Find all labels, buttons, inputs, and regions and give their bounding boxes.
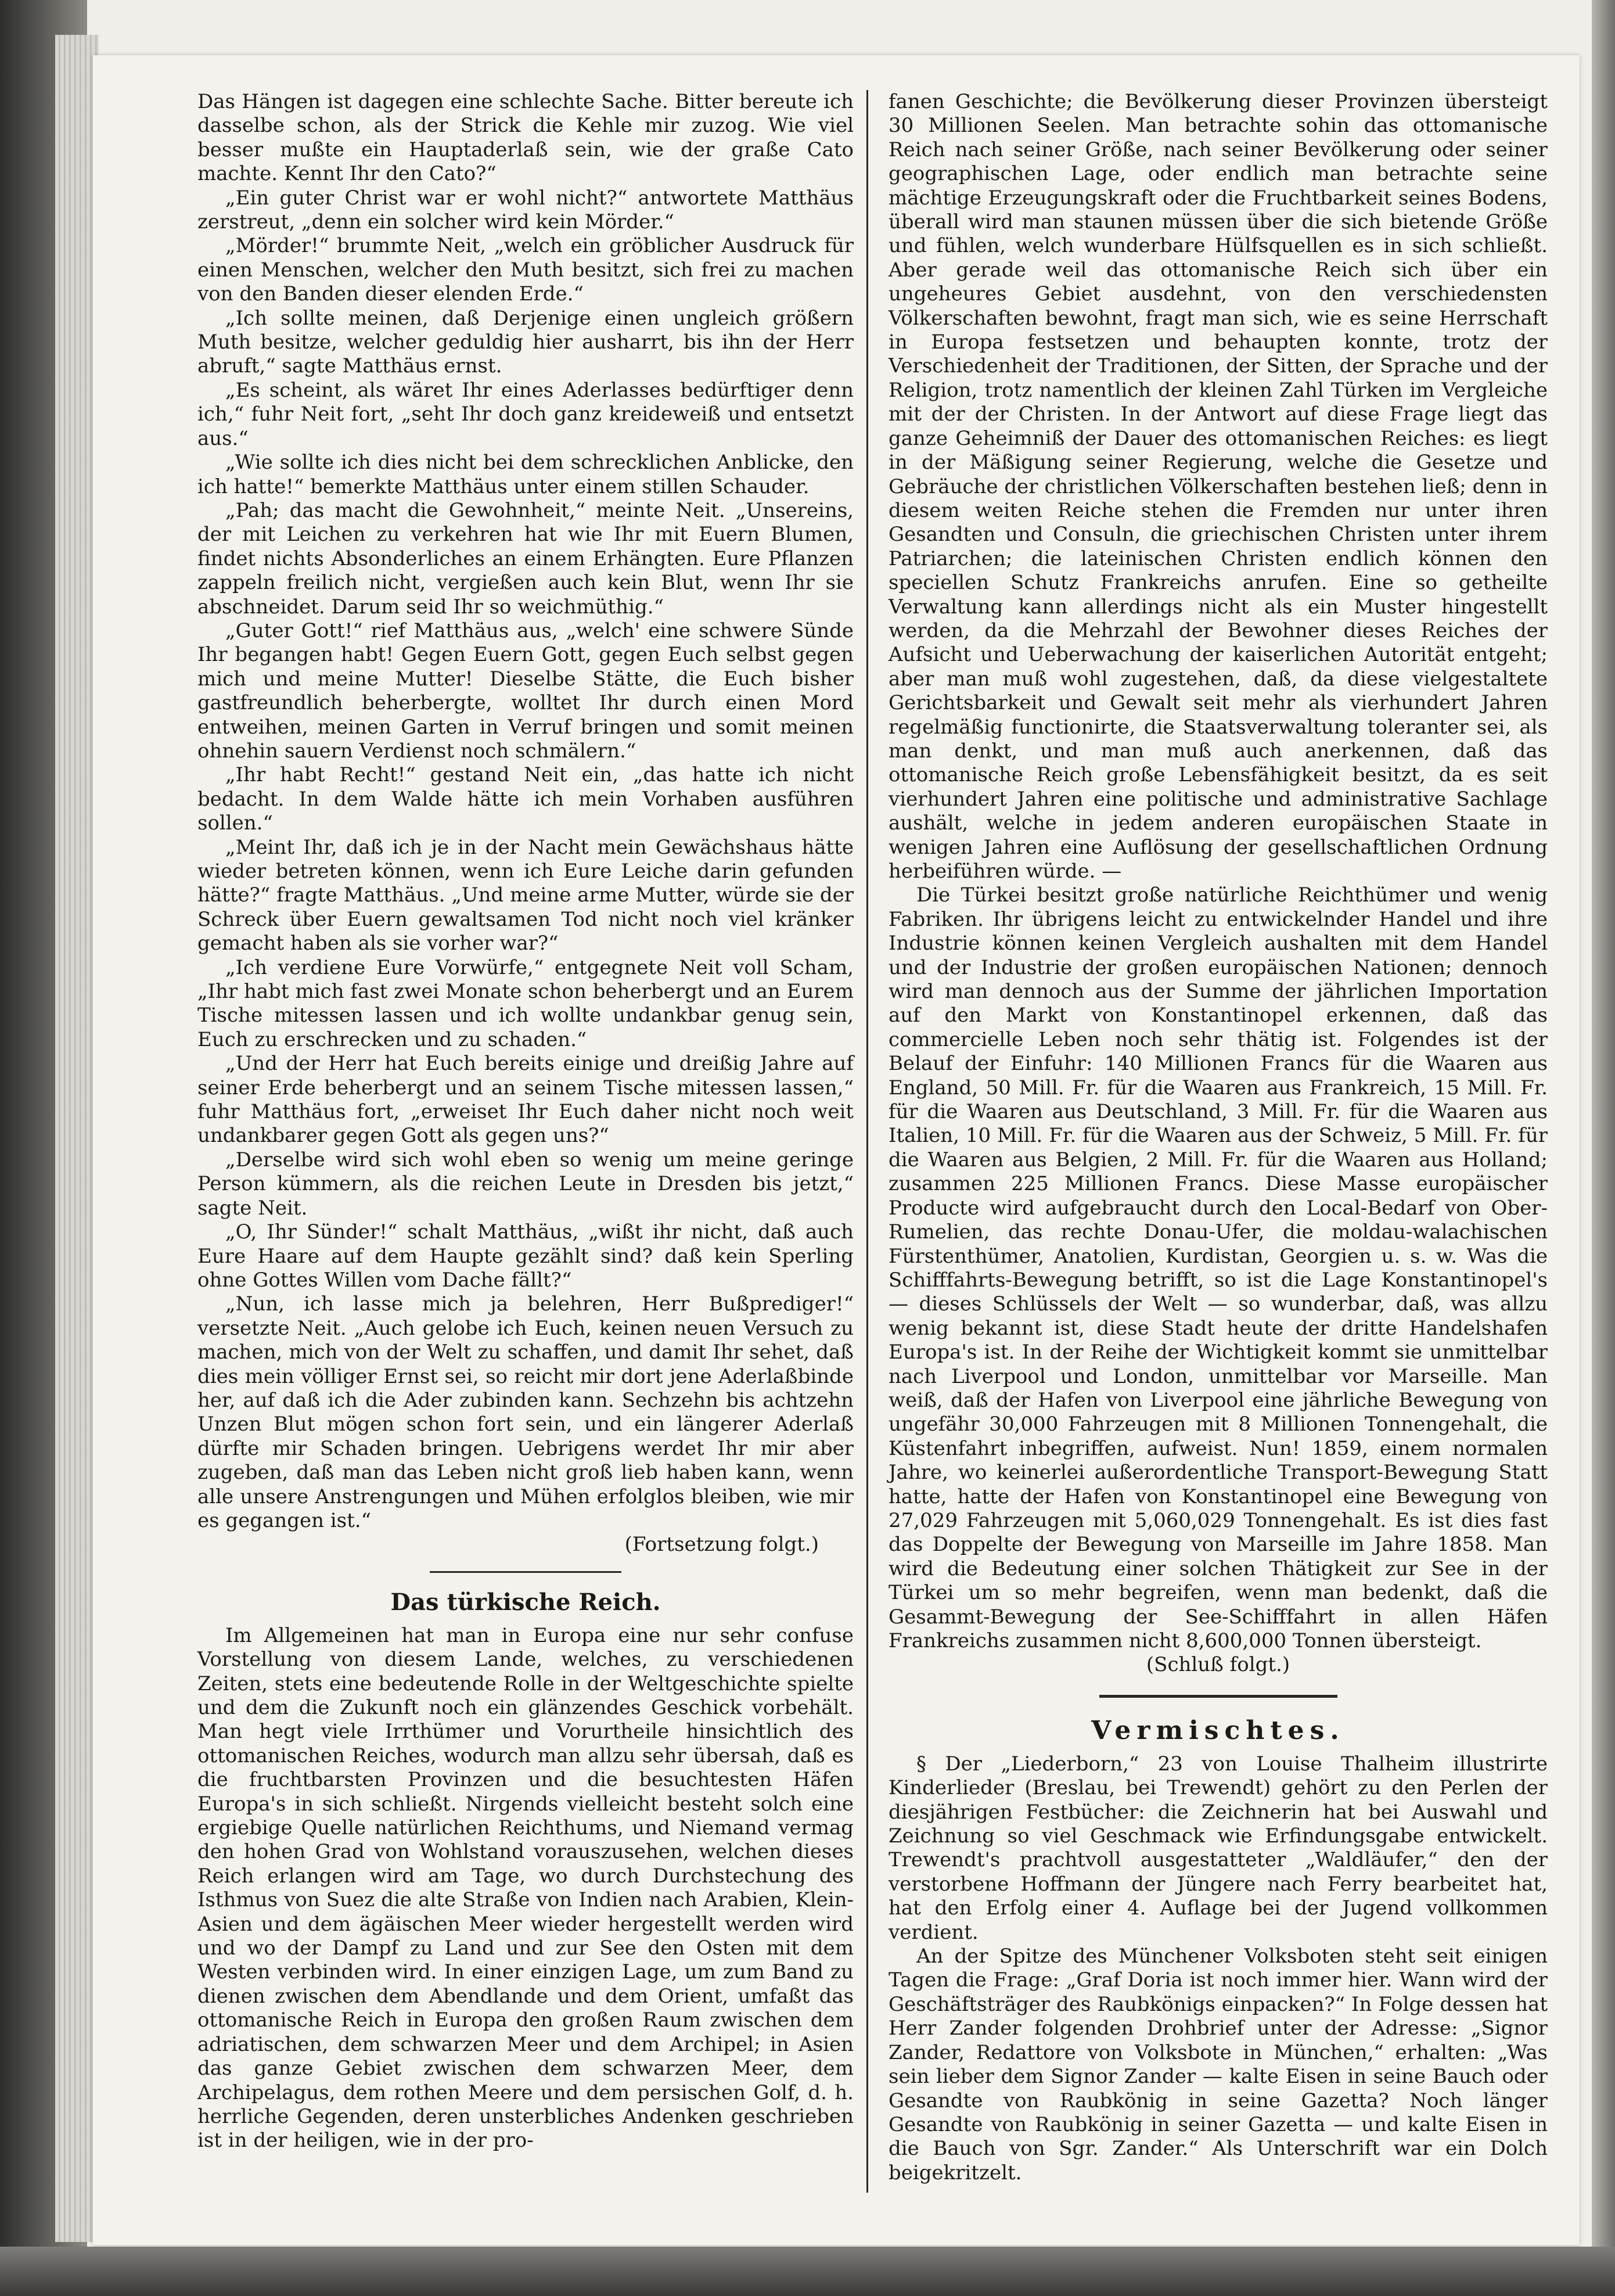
story-paragraph: „Ihr habt Recht!“ gestand Neit ein, „das hatte ich nicht bedacht. In dem Walde hätte ich mein Vorhaben ausführen sollen.“ [197, 763, 854, 835]
story-paragraph: „Derselbe wird sich wohl eben so wenig um meine geringe Person kümmern, als die reichen Leute in Dresden bis jetzt,“ sagte Neit. [197, 1148, 854, 1220]
story-paragraph: „Wie sollte ich dies nicht bei dem schrecklichen Anblicke, den ich hatte!“ bemerkte Matthäus unter einem stillen Schauder. [197, 451, 854, 498]
newspaper-page [93, 55, 1580, 2245]
right-column [889, 90, 1548, 2185]
story-paragraph: Das Hängen ist dagegen eine schlechte Sache. Bitter bereute ich dasselbe schon, als der Strick die Kehle mir zuzog. Wie viel besser mußte ein Hauptaderlaß sein, wie der graße Cato machte. Kennt Ihr den Cato?“ [197, 90, 854, 186]
story-paragraph: „O, Ihr Sünder!“ schalt Matthäus, „wißt ihr nicht, daß auch Eure Haare auf dem Haupte gezählt sind? daß kein Sperling ohne Gottes Willen vom Dache fällt?“ [197, 1220, 854, 1292]
column-rule [866, 90, 868, 2193]
continuation-note: (Fortsetzung folgt.) [624, 1533, 819, 1557]
story-paragraph: „Ein guter Christ war er wohl nicht?“ antwortete Matthäus zerstreut, „denn ein solcher wird kein Mörder.“ [197, 186, 854, 234]
scanner-background-right [1592, 0, 1615, 2296]
left-column [197, 90, 854, 2153]
story-paragraph: „Meint Ihr, daß ich je in der Nacht mein Gewächshaus hätte wieder betreten können, wenn ich Eure Leiche darin gefunden hätte?“ fragte Matthäus. „Und meine arme Mutter, würde sie der Schreck über Euern gewaltsamen Tod nicht noch viel kränker gemacht haben als sie vorher war?“ [197, 835, 854, 955]
section-divider [1099, 1695, 1337, 1698]
book-page-edges [55, 35, 99, 2242]
story-paragraph: „Mörder!“ brummte Neit, „welch ein gröblicher Ausdruck für einen Menschen, welcher den Muth besitzt, sich frei zu machen von den Banden dieser elenden Erde.“ [197, 234, 854, 306]
misc-paragraph: § Der „Liederborn,“ 23 von Louise Thalheim illustrirte Kinderlieder (Breslau, bei Trewendt) gehört zu den Perlen der diesjährigen Festbücher: die Zeichnerin hat bei Auswahl und Zeichnung so viel Geschmack wie Erfindungsgabe entwickelt. Trewendt's prachtvoll ausgestatteter „Waldläufer,“ den der verstorbene Hoffmann der Jüngere nach Ferry bearbeitet hat, hat den Erfolg einer 4. Auflage bei der Jugend vollkommen verdient. [889, 1752, 1548, 1944]
story-paragraph: „Ich sollte meinen, daß Derjenige einen ungleich größern Muth besitze, welcher geduldig hier ausharrt, bis ihn der Herr abruft,“ sagte Matthäus ernst. [197, 306, 854, 378]
article-title: Das türkische Reich. [390, 1588, 661, 1616]
story-paragraph: „Pah; das macht die Gewohnheit,“ meinte Neit. „Unsereins, der mit Leichen zu verkehren hat wie Ihr mit Euern Blumen, findet nichts Absonderliches an einem Erhängten. Eure Pflanzen zappeln freilich nicht, vergießen auch kein Blut, wenn Ihr sie abschneidet. Darum seid Ihr so weichmüthig.“ [197, 498, 854, 619]
article-paragraph: Im Allgemeinen hat man in Europa eine nur sehr confuse Vorstellung von diesem Lande, welches, zu verschiedenen Zeiten, stets eine bedeutende Rolle in der Weltgeschichte spielte und dem die Zukunft noch ein glänzendes Geschick vorbehält. Man hegt viele Irrthümer und Vorurtheile hinsichtlich des ottomanischen Reiches, wodurch man allzu sehr übersah, daß es die fruchtbarsten Provinzen und die besuchtesten Häfen Europa's in sich schließt. Nirgends vielleicht besteht solch eine ergiebige Quelle natürlichen Reichthums, und Niemand vermag den hohen Grad von Wohlstand vorauszusehen, welchen dieses Reich erlangen wird am Tage, wo durch Durchstechung des Isthmus von Suez die alte Straße von Indien nach Arabien, Klein-Asien und dem ägäischen Meer wieder hergestellt werden wird und wo der Dampf zu Land und zur See den Osten mit dem Westen verbinden wird. In einer einzigen Lage, um zum Band zu dienen zwischen dem Abendlande und dem Orient, umfaßt das ottomanische Reich in Europa den großen Raum zwischen dem adriatischen, dem schwarzen Meer und dem Archipel; in Asien das ganze Gebiet zwischen dem schwarzen Meer, dem Archipelagus, dem rothen Meere und dem persischen Golf, d. h. herrliche Gegenden, deren unsterbliches Andenken geschrieben ist in der heiligen, wie in der pro- [197, 1623, 854, 2153]
article-paragraph: fanen Geschichte; die Bevölkerung dieser Provinzen übersteigt 30 Millionen Seelen. Man betrachte sohin das ottomanische Reich nach seiner Größe, nach seiner Bevölkerung oder seiner geographischen Lage, oder endlich man betrachte seine mächtige Erzeugungskraft oder die Fruchtbarkeit seines Bodens, überall wird man staunen müssen über die sich bietende Größe und fühlen, welch wunderbare Hülfsquellen es in sich schließt. Aber gerade weil das ottomanische Reich sich über ein ungeheures Gebiet ausdehnt, von den verschiedensten Völkerschaften bewohnt, fragt man sich, wie es seine Herrschaft in Europa festsetzen und behaupten konnte, trotz der Verschiedenheit der Traditionen, der Sitten, der Sprache und der Religion, trotz namentlich der kleinen Zahl Türken im Vergleiche mit der der Christen. In der Antwort auf diese Frage liegt das ganze Geheimniß der Dauer des ottomanischen Reiches: es liegt in der Mäßigung seiner Regierung, welche die Gesetze und Gebräuche der christlichen Völkerschaften bestehen ließ; denn in diesem weiten Reiche stehen die Fremden nur unter ihren Gesandten und Consuln, die griechischen Christen unter ihrem Patriarchen; die lateinischen Christen endlich können den speciellen Schutz Frankreichs anrufen. Eine so getheilte Verwaltung kann allerdings nicht als ein Muster hingestellt werden, da die Mehrzahl der Bewohner dieses Reiches der Aufsicht und Ueberwachung der kaiserlichen Autorität entgeht; aber man muß wohl zugestehen, daß, da diese vielgestaltete Gerichtsbarkeit und Gewalt seit mehr als vierhundert Jahren regelmäßig functionirte, die Staatsverwaltung toleranter sei, als man denkt, und man muß auch anerkennen, daß das ottomanische Reich große Lebensfähigkeit besitzt, da es seit vierhundert Jahren eine politische und administrative Sachlage aushält, welche in jedem anderen europäischen Staate in wenigen Jahren eine Auflösung der gesellschaftlichen Ordnung herbeiführen würde. — [889, 90, 1548, 883]
story-paragraph: „Ich verdiene Eure Vorwürfe,“ entgegnete Neit voll Scham, „Ihr habt mich fast zwei Monate schon beherbergt und an Eurem Tische mitessen lassen und ich wollte undankbar genug sein, Euch zu erschrecken und zu schaden.“ [197, 955, 854, 1051]
story-paragraph: „Nun, ich lasse mich ja belehren, Herr Bußprediger!“ versetzte Neit. „Auch gelobe ich Euch, keinen neuen Versuch zu machen, mich von der Welt zu schaffen, und damit Ihr sehet, daß dies mein völliger Ernst sei, so reicht mir dort jene Aderlaßbinde her, auf daß ich die Ader zubinden kann. Sechzehn bis achtzehn Unzen Blut mögen schon fort sein, und ein längerer Aderlaß dürfte mir Schaden bringen. Uebrigens werdet Ihr mir aber zugeben, daß man das Leben nicht groß lieb haben kann, wenn alle unsere Anstrengungen und Mühen erfolglos bleiben, wie mir es gegangen ist.“ [197, 1292, 854, 1532]
scanner-background-bottom [0, 2247, 1615, 2296]
article-paragraph: Die Türkei besitzt große natürliche Reichthümer und wenig Fabriken. Ihr übrigens leicht zu entwickelnder Handel und ihre Industrie können keinen Vergleich aushalten mit dem Handel und der Industrie der großen europäischen Nationen; dennoch wird man dennoch aus der Summe der jährlichen Importation auf den Markt von Konstantinopel erkennen, daß das commercielle Leben noch sehr thätig ist. Folgendes ist der Belauf der Einfuhr: 140 Millionen Francs für die Waaren aus England, 50 Mill. Fr. für die Waaren aus Frankreich, 15 Mill. Fr. für die Waaren aus Deutschland, 3 Mill. Fr. für die Waaren aus Italien, 10 Mill. Fr. für die Waaren aus der Schweiz, 5 Mill. Fr. für die Waaren aus Belgien, 2 Mill. Fr. für die Waaren aus Holland; zusammen 225 Millionen Francs. Diese Masse europäischer Producte wird aufgebraucht durch den Local-Bedarf von Ober-Rumelien, das rechte Donau-Ufer, die moldau-walachischen Fürstenthümer, Anatolien, Kurdistan, Georgien u. s. w. Was die Schifffahrts-Bewegung betrifft, so ist die Lage Konstantinopel's — dieses Schlüssels der Welt — so wunderbar, daß, was allzu wenig bekannt ist, diese Stadt heute der dritte Handelshafen Europa's ist. In der Reihe der Wichtigkeit kommt sie unmittelbar nach Liverpool und London, unmittelbar vor Marseille. Man weiß, daß der Hafen von Liverpool eine jährliche Bewegung von ungefähr 30,000 Fahrzeugen mit 8 Millionen Tonnengehalt, die Küstenfahrt inbegriffen, aufweist. Nun! 1859, einem normalen Jahre, wo keinerlei außerordentliche Transport-Bewegung Statt hatte, hatte der Hafen von Konstantinopel eine Bewegung von 27,029 Fahrzeugen mit 5,060,029 Tonnengehalt. Es ist dies fast das Doppelte der Bewegung von Marseille im Jahre 1858. Man wird die Bedeutung einer solchen Thätigkeit zur See in der Türkei um so mehr begreifen, wenn man bedenkt, daß die Gesammt-Bewegung der See-Schifffahrt in allen Häfen Frankreichs zusammen nicht 8,600,000 Tonnen übersteigt. [889, 883, 1548, 1652]
misc-paragraph: An der Spitze des Münchener Volksboten steht seit einigen Tagen die Frage: „Graf Doria ist noch immer hier. Wann wird der Geschäftsträger des Raubkönigs einpacken?“ In Folge dessen hat Herr Zander folgenden Drohbrief unter der Adresse: „Signor Zander, Redattore von Volksbote in München,“ erhalten: „Was sein lieber dem Signor Zander — kalte Eisen in seine Bauch oder Gesandte von Raubkönig in seine Gazetta? Noch länger Gesandte von Raubkönig in seiner Gazetta — und kalte Eisen in die Bauch von Sgr. Zander.“ Als Unterschrift war ein Dolch beigekritzelt. [889, 1945, 1548, 2184]
story-paragraph: „Guter Gott!“ rief Matthäus aus, „welch' eine schwere Sünde Ihr begangen habt! Gegen Euern Gott, gegen Euch selbst gegen mich und meine Mutter! Dieselbe Stätte, die Euch bisher gastfreundlich beherbergte, wolltet Ihr durch einen Mord entweihen, meinen Garten in Verruf bringen und somit meinen ohnehin sauern Verdienst noch schmälern.“ [197, 619, 854, 763]
story-paragraph: „Und der Herr hat Euch bereits einige und dreißig Jahre auf seiner Erde beherbergt und an seinem Tische mitessen lassen,“ fuhr Matthäus fort, „erweiset Ihr Euch daher nicht noch weit undankbarer gegen Gott als gegen uns?“ [197, 1052, 854, 1148]
section-title: Vermischtes. [1091, 1715, 1345, 1745]
conclusion-note: (Schluß folgt.) [1146, 1653, 1290, 1677]
section-divider [430, 1571, 621, 1573]
story-paragraph: „Es scheint, als wäret Ihr eines Aderlasses bedürftiger denn ich,“ fuhr Neit fort, „seht Ihr doch ganz kreideweiß und entsetzt aus.“ [197, 378, 854, 450]
